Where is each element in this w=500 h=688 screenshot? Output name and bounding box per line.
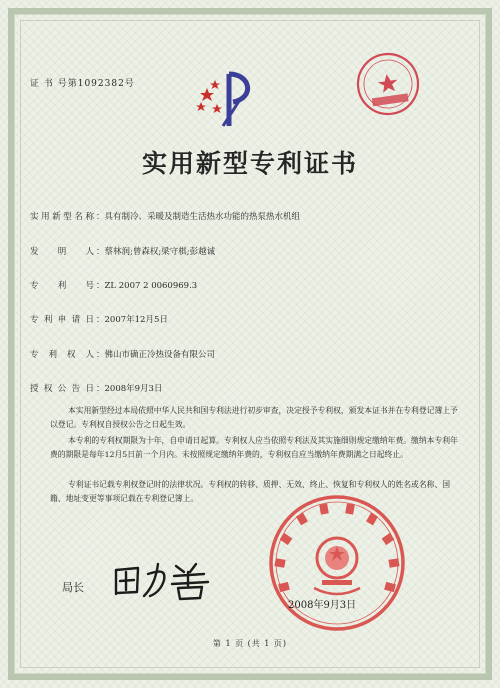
field-patentee-value: 佛山市确正冷热设备有限公司 bbox=[104, 350, 216, 360]
field-grant-date: 授权公告日 ：2008年9月3日 bbox=[30, 384, 163, 394]
certificate-number: 证 书 号第1092382号 bbox=[30, 79, 135, 89]
paragraph-1: 本实用新型经过本局依照中华人民共和国专利法进行初步审查，决定授予专利权，颁发本证书并在专利登记簿上予以登记。专利权自授权公告之日起生效。 bbox=[50, 406, 458, 429]
director-signature-icon bbox=[110, 556, 220, 602]
field-inventor-label: 发 明 人 bbox=[30, 247, 94, 257]
field-patentee-label: 专利权人 bbox=[30, 350, 94, 360]
patent-office-logo-icon bbox=[193, 68, 263, 130]
field-filing-date-label: 专利申请日 bbox=[30, 315, 94, 325]
certified-copy-stamp-icon bbox=[352, 48, 424, 120]
field-patentee: 专利权人 ：佛山市确正冷热设备有限公司 bbox=[30, 350, 216, 360]
field-name-label: 实用新型名称 bbox=[30, 212, 94, 222]
certificate-title: 实用新型专利证书 bbox=[141, 149, 358, 178]
field-patent-no-label: 专 利 号 bbox=[30, 281, 94, 291]
field-grant-date-label: 授权公告日 bbox=[30, 384, 94, 394]
field-filing-date: 专利申请日 ：2007年12月5日 bbox=[30, 315, 168, 325]
paragraph-2: 本专利的专利权期限为十年，自申请日起算。专利权人应当依照专利法及其实施细则规定缴纳年费。缴纳本专利年费的期限是每年12月5日前一个月内。未按照规定缴纳年费的，专利权自应当缴纳年费期满之日起终止。 bbox=[50, 436, 458, 459]
field-name: 实用新型名称 ：具有制冷、采暖及制造生活热水功能的热泵热水机组 bbox=[30, 212, 301, 222]
field-filing-date-value: 2007年12月5日 bbox=[104, 315, 168, 325]
director-label: 局长 bbox=[62, 581, 84, 594]
official-seal-icon bbox=[262, 488, 412, 638]
field-patent-no-value: ZL 2007 2 0060969.3 bbox=[104, 281, 198, 291]
field-inventor-value: 蔡林润;曾森权;梁守棋;彭越诚 bbox=[104, 247, 216, 257]
field-name-value: 具有制冷、采暖及制造生活热水功能的热泵热水机组 bbox=[104, 212, 301, 222]
seal-date: 2008年9月3日 bbox=[288, 600, 357, 611]
field-inventor: 发 明 人 ：蔡林润;曾森权;梁守棋;彭越诚 bbox=[30, 247, 216, 257]
field-grant-date-value: 2008年9月3日 bbox=[104, 384, 163, 394]
page-footer: 第 1 页 (共 1 页) bbox=[212, 639, 288, 648]
field-patent-no: 专 利 号 ：ZL 2007 2 0060969.3 bbox=[30, 281, 198, 291]
paragraph-3: 专利证书记载专利权登记时的法律状况。专利权的转移、质押、无效、终止、恢复和专利权人的姓名或名称、国籍、地址变更等事项记载在专利登记簿上。 bbox=[50, 480, 451, 503]
